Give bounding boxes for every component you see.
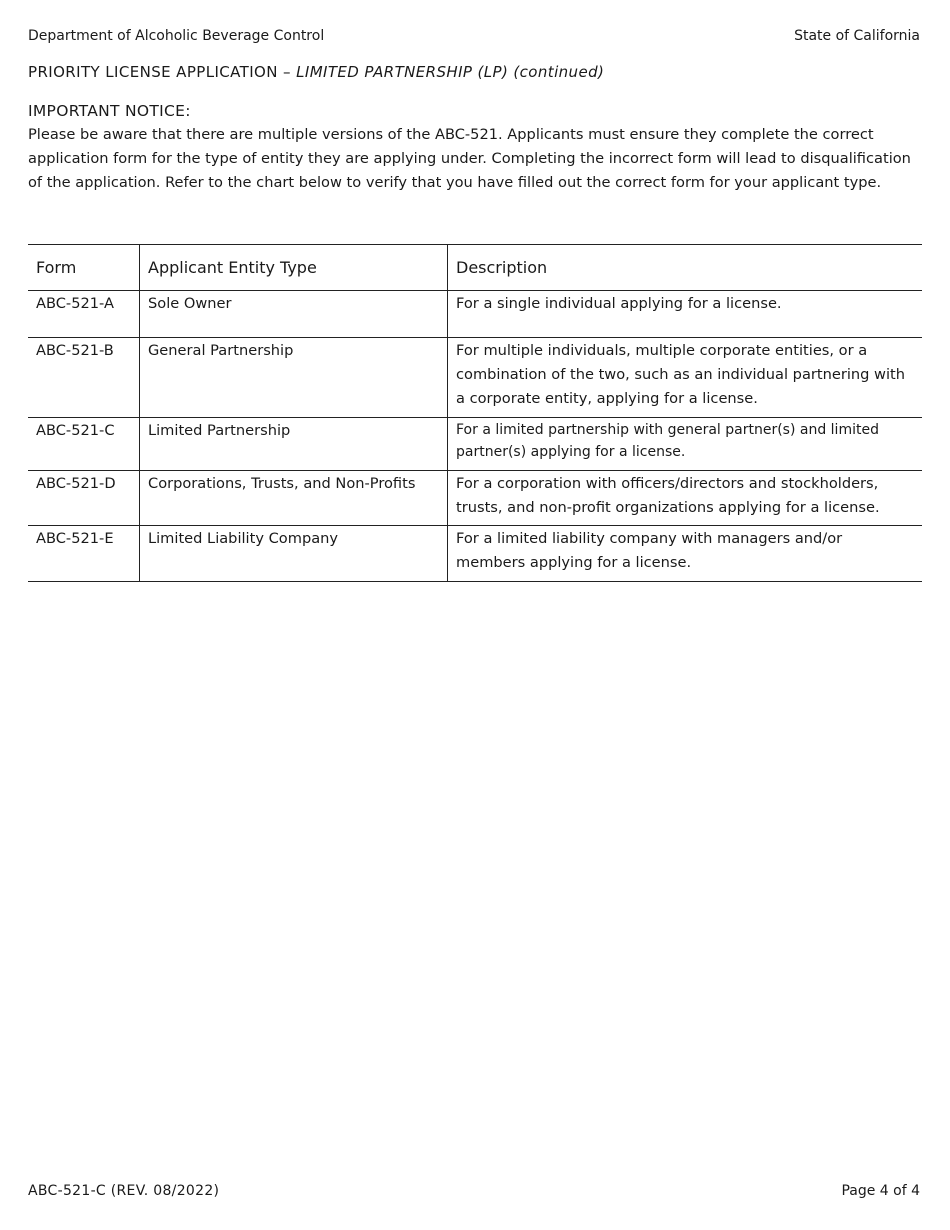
entity-type-cell: Sole Owner	[140, 291, 448, 338]
description-cell: For a limited liability company with managers and/or members applying for a license.	[448, 526, 923, 582]
header-description: Description	[448, 245, 923, 291]
table-row	[28, 338, 922, 418]
page-title	[28, 63, 604, 81]
entity-type-cell: Corporations, Trusts, and Non-Profits	[140, 471, 448, 526]
form-cell: ABC-521-D	[28, 471, 140, 526]
form-cell: ABC-521-E	[28, 526, 140, 582]
notice-body: Please be aware that there are multiple versions of the ABC-521. Applicants must ensure they complete the correct application form for the type of entity they are applying under. Completing the incorrect form will lead to disqualification of the application. Refer to the chart below to verify that you have filled out the correct form for your applicant type.	[28, 126, 911, 191]
entity-type-cell: Limited Liability Company	[140, 526, 448, 582]
important-notice	[28, 99, 920, 195]
header-entity-type: Applicant Entity Type	[140, 245, 448, 291]
entity-type-cell: General Partnership	[140, 338, 448, 418]
entity-type-cell: Limited Partnership	[140, 418, 448, 471]
form-cell: ABC-521-A	[28, 291, 140, 338]
notice-heading: IMPORTANT NOTICE:	[28, 102, 191, 120]
description-cell: For a limited partnership with general partner(s) and limited partner(s) applying for a license.	[448, 418, 923, 471]
description-cell: For multiple individuals, multiple corporate entities, or a combination of the two, such as an individual partnering with a corporate entity, applying for a license.	[448, 338, 923, 418]
entity-type-table	[28, 244, 922, 582]
table-row	[28, 418, 922, 471]
table-header-row	[28, 245, 922, 291]
header-form: Form	[28, 245, 140, 291]
table-row	[28, 526, 922, 582]
page-footer	[28, 1183, 920, 1203]
page-number: Page 4 of 4	[841, 1183, 920, 1199]
description-cell: For a single individual applying for a license.	[448, 291, 923, 338]
description-cell: For a corporation with officers/directors and stockholders, trusts, and non-profit organizations applying for a license.	[448, 471, 923, 526]
title-main: PRIORITY LICENSE APPLICATION –	[28, 63, 297, 81]
page-header	[28, 28, 920, 48]
department-name: Department of Alcoholic Beverage Control	[28, 28, 325, 44]
table-row	[28, 291, 922, 338]
form-cell: ABC-521-C	[28, 418, 140, 471]
form-cell: ABC-521-B	[28, 338, 140, 418]
state-name: State of California	[794, 28, 920, 44]
form-revision: ABC-521-C (REV. 08/2022)	[28, 1183, 220, 1199]
title-subtitle: LIMITED PARTNERSHIP (LP) (continued)	[296, 63, 605, 81]
table-row	[28, 471, 922, 526]
